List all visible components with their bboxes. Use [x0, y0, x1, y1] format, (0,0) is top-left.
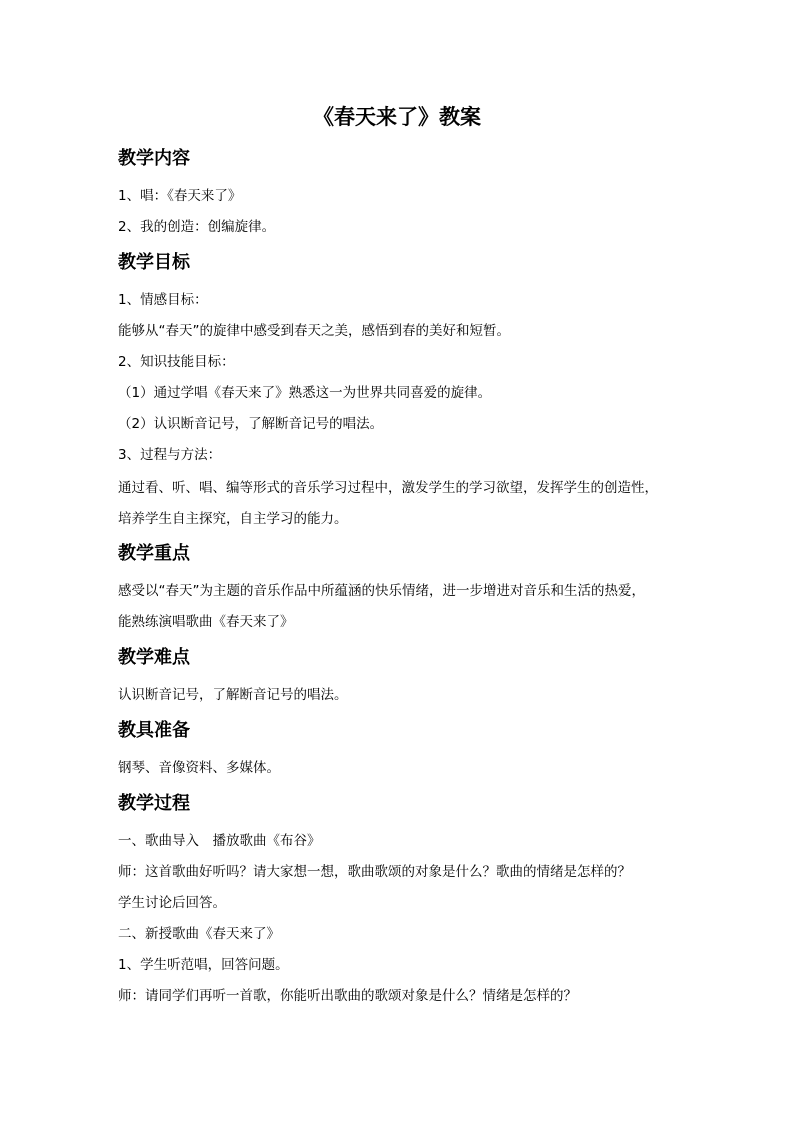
content-line: 1、唱：《春天来了》 — [118, 188, 242, 204]
document-title: 《春天来了》教案 — [313, 105, 481, 129]
heading-process: 教学过程 — [118, 793, 190, 814]
goals-line: 通过看、听、唱、编等形式的音乐学习过程中，激发学生的学习欲望，发挥学生的创造性， — [118, 480, 658, 496]
content-line: 2、我的创造：创编旋律。 — [118, 219, 276, 235]
materials-line: 钢琴、音像资料、多媒体。 — [118, 760, 280, 776]
key-points-line: 感受以“春天”为主题的音乐作品中所蕴涵的快乐情绪，进一步增进对音乐和生活的热爱， — [118, 583, 645, 599]
heading-teaching-content: 教学内容 — [118, 148, 190, 169]
heading-key-points: 教学重点 — [118, 543, 190, 564]
goals-line: 1、情感目标： — [118, 292, 208, 308]
process-line: 师：这首歌曲好听吗？请大家想一想，歌曲歌颂的对象是什么？歌曲的情绪是怎样的？ — [118, 864, 631, 880]
goals-line: （2）认识断音记号，了解断音记号的唱法。 — [118, 416, 384, 432]
process-line: 学生讨论后回答。 — [118, 895, 226, 911]
goals-line: 培养学生自主探究，自主学习的能力。 — [118, 511, 348, 527]
process-line: 二、新授歌曲《春天来了》 — [118, 926, 280, 942]
heading-teaching-goals: 教学目标 — [118, 252, 190, 273]
goals-line: （1）通过学唱《春天来了》熟悉这一为世界共同喜爱的旋律。 — [118, 385, 492, 401]
process-line: 师：请同学们再听一首歌，你能听出歌曲的歌颂对象是什么？情绪是怎样的？ — [118, 988, 577, 1004]
goals-line: 2、知识技能目标： — [118, 354, 235, 370]
heading-materials: 教具准备 — [118, 720, 190, 741]
key-points-line: 能熟练演唱歌曲《春天来了》 — [118, 614, 294, 630]
goals-line: 3、过程与方法： — [118, 447, 222, 463]
difficulties-line: 认识断音记号，了解断音记号的唱法。 — [118, 687, 348, 703]
goals-line: 能够从“春天”的旋律中感受到春天之美，感悟到春的美好和短暂。 — [118, 323, 510, 339]
heading-difficulties: 教学难点 — [118, 647, 190, 668]
process-line: 1、学生听范唱，回答问题。 — [118, 957, 289, 973]
process-line: 一、歌曲导入 播放歌曲《布谷》 — [118, 833, 321, 849]
